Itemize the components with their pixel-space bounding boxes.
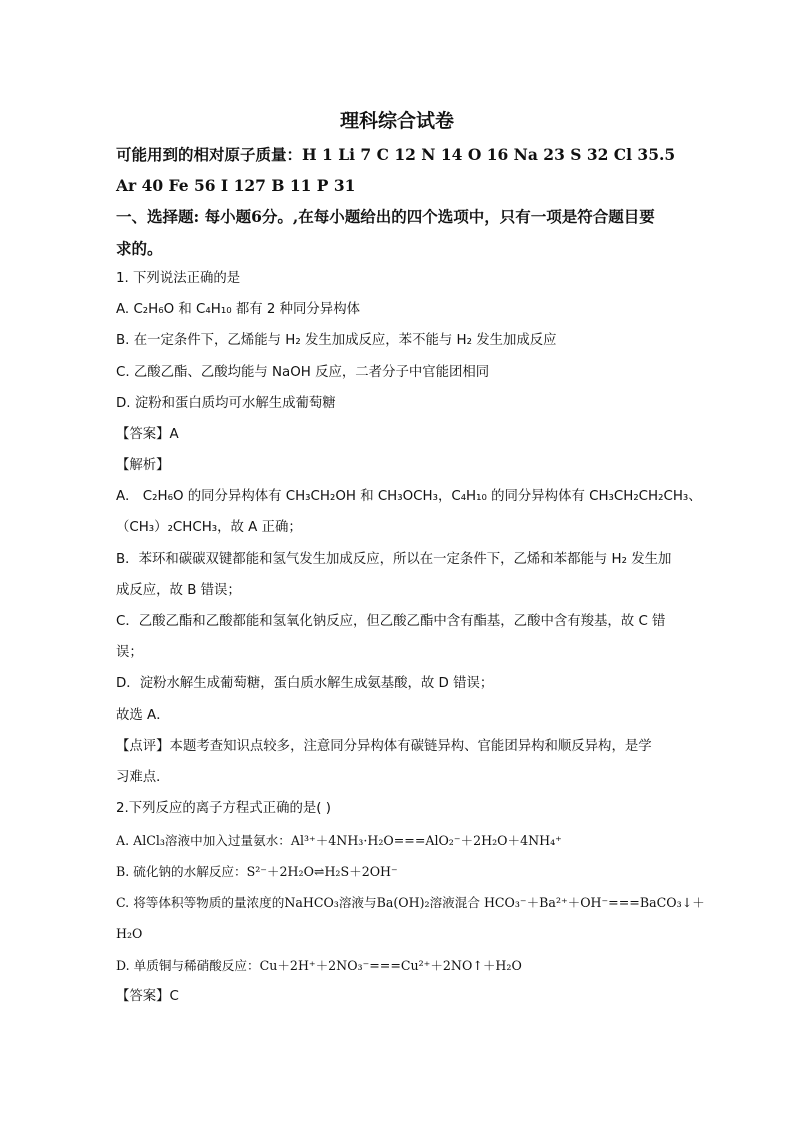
q1-option-d: D. 淀粉和蛋白质均可水解生成葡萄糖	[116, 396, 336, 411]
section-heading-2: 求的。	[116, 239, 163, 258]
q1-explanation-a-1: A． C₂H₆O 的同分异构体有 CH₃CH₂OH 和 CH₃OCH₃，C₄H₁₀ 的同分异构体有 CH₃CH₂CH₂CH₃、	[116, 489, 702, 504]
q2-answer: 【答案】C	[116, 989, 179, 1004]
q1-explanation-c-2: 误；	[116, 645, 143, 660]
q1-answer: 【答案】A	[116, 427, 179, 442]
q2-option-c-1: C. 将等体积等物质的量浓度的NaHCO₃溶液与Ba(OH)₂溶液混合 HCO₃⁻＋Ba²⁺＋OH⁻===BaCO₃↓＋	[116, 895, 705, 910]
q1-option-a: A. C₂H₆O 和 C₄H₁₀ 都有 2 种同分异构体	[116, 302, 360, 317]
section-heading-1: 一、选择题: 每小题6分。,在每小题给出的四个选项中，只有一项是符合题目要	[116, 207, 655, 226]
q2-option-a: A. AlCl₃溶液中加入过量氨水：Al³⁺＋4NH₃·H₂O===AlO₂⁻＋2H₂O＋4NH₄⁺	[116, 833, 562, 848]
q2-option-c-2: H₂O	[116, 926, 143, 941]
q2-option-b: B. 硫化钠的水解反应：S²⁻＋2H₂O⇌H₂S＋2OH⁻	[116, 864, 398, 879]
q2-stem: 2.下列反应的离子方程式正确的是( )	[116, 801, 331, 816]
q1-comment-2: 习难点．	[116, 770, 170, 785]
q1-explanation-c-1: C．乙酸乙酯和乙酸都能和氢氧化钠反应，但乙酸乙酯中含有酯基，乙酸中含有羧基，故 C 错	[116, 614, 666, 629]
q1-explanation-b-2: 成反应，故 B 错误；	[116, 583, 241, 598]
page-title: 理科综合试卷	[339, 110, 454, 132]
atomic-mass-line-1: 可能用到的相对原子质量：H 1 Li 7 C 12 N 14 O 16 Na 23 S 32 Cl 35.5	[116, 145, 676, 164]
q1-explanation-d: D．淀粉水解生成葡萄糖，蛋白质水解生成氨基酸，故 D 错误；	[116, 676, 494, 691]
q1-stem: 1. 下列说法正确的是	[116, 271, 241, 286]
q1-comment-1: 【点评】本题考查知识点较多，注意同分异构体有碳链异构、官能团异构和顺反异构，是学	[116, 739, 652, 754]
q1-explanation-b-1: B．苯环和碳碳双键都能和氢气发生加成反应，所以在一定条件下，乙烯和苯都能与 H₂ 发生加	[116, 552, 672, 567]
atomic-mass-line-2: Ar 40 Fe 56 I 127 B 11 P 31	[116, 176, 356, 195]
q1-option-b: B. 在一定条件下，乙烯能与 H₂ 发生加成反应，苯不能与 H₂ 发生加成反应	[116, 333, 557, 348]
q2-option-d: D. 单质铜与稀硝酸反应：Cu＋2H⁺＋2NO₃⁻===Cu²⁺＋2NO↑＋H₂O	[116, 958, 522, 973]
q1-analysis-label: 【解析】	[116, 458, 170, 473]
q1-explanation-a-2: （CH₃）₂CHCH₃，故 A 正确；	[116, 520, 302, 535]
q1-choose: 故选 A．	[116, 708, 170, 723]
q1-option-c: C. 乙酸乙酯、乙酸均能与 NaOH 反应，二者分子中官能团相同	[116, 365, 490, 380]
